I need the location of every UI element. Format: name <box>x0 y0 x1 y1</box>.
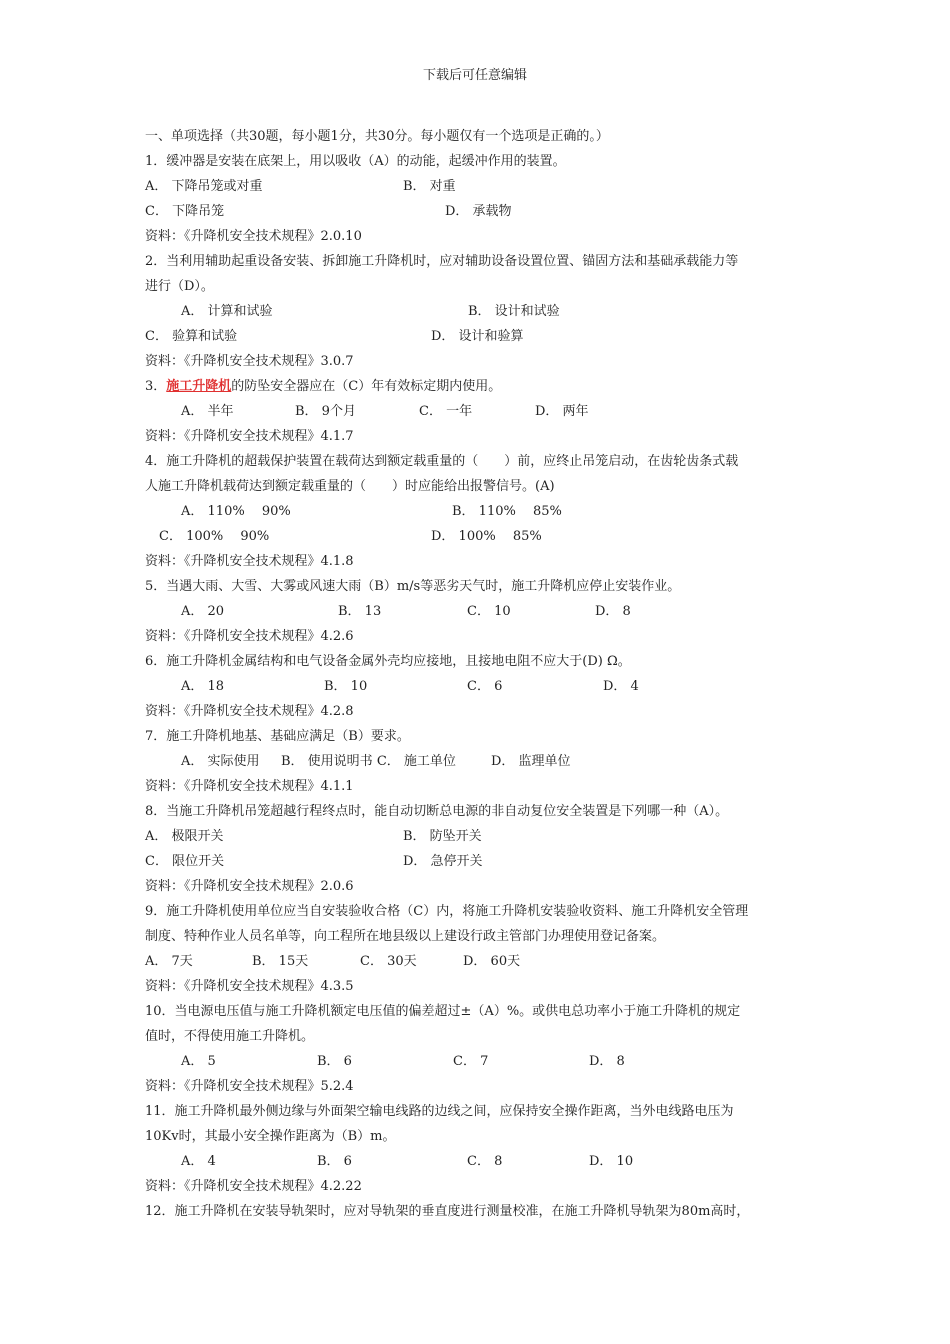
option-a: A． 计算和试验 <box>181 304 273 319</box>
options-row <box>145 399 815 424</box>
option-d: D． 承载物 <box>445 204 512 219</box>
options-row <box>145 174 815 199</box>
options-row <box>145 1049 815 1074</box>
question-text: 的防坠安全器应在（C）年有效标定期内使用。 <box>231 379 502 394</box>
option-c: C． 验算和试验 <box>145 329 238 344</box>
option-c: C． 30天 <box>360 954 417 969</box>
source-reference: 资料：《升降机安全技术规程》5.2.4 <box>145 1079 354 1094</box>
question-1: 1．缓冲器是安装在底架上，用以吸收（A）的动能，起缓冲作用的装置。 <box>145 154 566 169</box>
source-reference: 资料：《升降机安全技术规程》4.2.22 <box>145 1179 362 1194</box>
option-c: C． 8 <box>467 1154 503 1169</box>
options-row <box>145 324 815 349</box>
question-10: 10．当电源电压值与施工升降机额定电压值的偏差超过±（A）%。或供电总功率小于施工升降机的规定 <box>145 1004 741 1019</box>
option-b: B． 设计和试验 <box>468 304 560 319</box>
options-row <box>145 749 815 774</box>
option-d: D． 急停开关 <box>403 854 483 869</box>
option-a: A． 4 <box>181 1154 216 1169</box>
option-c: C． 7 <box>453 1054 489 1069</box>
option-a: A． 18 <box>181 679 225 694</box>
question-9-cont: 制度、特种作业人员名单等，向工程所在地县级以上建设行政主管部门办理使用登记备案。 <box>145 929 666 944</box>
source-reference: 资料：《升降机安全技术规程》4.1.1 <box>145 779 354 794</box>
source-reference: 资料：《升降机安全技术规程》3.0.7 <box>145 354 354 369</box>
question-4: 4．施工升降机的超载保护装置在载荷达到额定载重量的（ ）前，应终止吊笼启动，在齿轮齿条式载 <box>145 454 739 469</box>
option-b: B． 6 <box>317 1154 352 1169</box>
options-row <box>145 524 815 549</box>
option-d: D． 8 <box>595 604 631 619</box>
source-reference: 资料：《升降机安全技术规程》2.0.6 <box>145 879 354 894</box>
option-c: C． 10 <box>467 604 511 619</box>
source-reference: 资料：《升降机安全技术规程》4.3.5 <box>145 979 354 994</box>
question-8: 8．当施工升降机吊笼超越行程终点时，能自动切断总电源的非自动复位安全装置是下列哪一种（A）。 <box>145 804 729 819</box>
source-reference: 资料：《升降机安全技术规程》4.2.6 <box>145 629 354 644</box>
option-a: A． 110% 90% <box>181 504 291 519</box>
option-b: B． 对重 <box>403 179 456 194</box>
option-b: B． 110% 85% <box>452 504 562 519</box>
question-6: 6．施工升降机金属结构和电气设备金属外壳均应接地，且接地电阻不应大于(D) Ω。 <box>145 654 631 669</box>
options-row <box>145 824 815 849</box>
option-a: A． 7天 <box>145 954 193 969</box>
question-11-cont: 10Kv时，其最小安全操作距离为（B）m。 <box>145 1129 396 1144</box>
option-a: A． 下降吊笼或对重 <box>145 179 263 194</box>
option-c: C． 下降吊笼 <box>145 204 225 219</box>
options-row <box>145 199 815 224</box>
question-3 <box>145 374 815 399</box>
option-c: C． 限位开关 <box>145 854 225 869</box>
option-b: B． 15天 <box>252 954 309 969</box>
option-d: D． 设计和验算 <box>431 329 524 344</box>
options-row <box>145 499 815 524</box>
document-body <box>145 124 815 1224</box>
options-row <box>145 599 815 624</box>
option-c: C． 6 <box>467 679 503 694</box>
options-row <box>145 674 815 699</box>
option-a: A． 半年 <box>181 404 234 419</box>
option-d: D． 8 <box>589 1054 625 1069</box>
question-9: 9．施工升降机使用单位应当自安装验收合格（C）内，将施工升降机安装验收资料、施工升降机安全管理 <box>145 904 749 919</box>
question-number: 3． <box>145 379 167 394</box>
option-b: B． 10 <box>324 679 368 694</box>
option-a: A． 5 <box>181 1054 216 1069</box>
option-d: D． 4 <box>603 679 639 694</box>
options-row <box>145 299 815 324</box>
source-reference: 资料：《升降机安全技术规程》2.0.10 <box>145 229 362 244</box>
option-b: B． 6 <box>317 1054 352 1069</box>
option-c: C． 一年 <box>419 404 473 419</box>
question-10-cont: 值时，不得使用施工升降机。 <box>145 1029 315 1044</box>
option-b: B． 防坠开关 <box>403 829 482 844</box>
question-11: 11．施工升降机最外侧边缘与外面架空输电线路的边线之间，应保持安全操作距离，当外电线路电压为 <box>145 1104 734 1119</box>
option-b: B． 9个月 <box>295 404 356 419</box>
option-d: D． 监理单位 <box>491 754 571 769</box>
page-header: 下载后可任意编辑 <box>422 68 527 83</box>
options-row <box>145 849 815 874</box>
options-row <box>145 1149 815 1174</box>
option-a: A． 极限开关 <box>145 829 224 844</box>
source-reference: 资料：《升降机安全技术规程》4.2.8 <box>145 704 354 719</box>
option-b: B． 使用说明书 C． 施工单位 <box>281 754 456 769</box>
option-d: D． 两年 <box>535 404 589 419</box>
option-a: A． 20 <box>181 604 225 619</box>
option-c: C． 100% 90% <box>159 529 270 544</box>
question-2-cont: 进行（D）。 <box>145 279 214 294</box>
source-reference: 资料：《升降机安全技术规程》4.1.8 <box>145 554 354 569</box>
question-5: 5．当遇大雨、大雪、大雾或风速大雨（B）m/s等恶劣天气时，施工升降机应停止安装作业。 <box>145 579 681 594</box>
question-12: 12．施工升降机在安装导轨架时，应对导轨架的垂直度进行测量校准，在施工升降机导轨架为80m高时， <box>145 1204 750 1219</box>
option-d: D． 10 <box>589 1154 634 1169</box>
option-a: A． 实际使用 <box>181 754 260 769</box>
option-b: B． 13 <box>338 604 382 619</box>
section-title: 一、单项选择（共30题，每小题1分，共30分。每小题仅有一个选项是正确的。） <box>145 129 609 144</box>
question-4-cont: 人施工升降机载荷达到额定载重量的（ ）时应能给出报警信号。(A) <box>145 479 555 494</box>
question-2: 2．当利用辅助起重设备安装、拆卸施工升降机时，应对辅助设备设置位置、锚固方法和基础承载能力等 <box>145 254 739 269</box>
option-d: D． 60天 <box>463 954 521 969</box>
hyperlink-term[interactable]: 施工升降机 <box>166 379 232 394</box>
option-d: D． 100% 85% <box>431 529 542 544</box>
options-row <box>145 949 815 974</box>
source-reference: 资料：《升降机安全技术规程》4.1.7 <box>145 429 354 444</box>
question-7: 7．施工升降机地基、基础应满足（B）要求。 <box>145 729 410 744</box>
